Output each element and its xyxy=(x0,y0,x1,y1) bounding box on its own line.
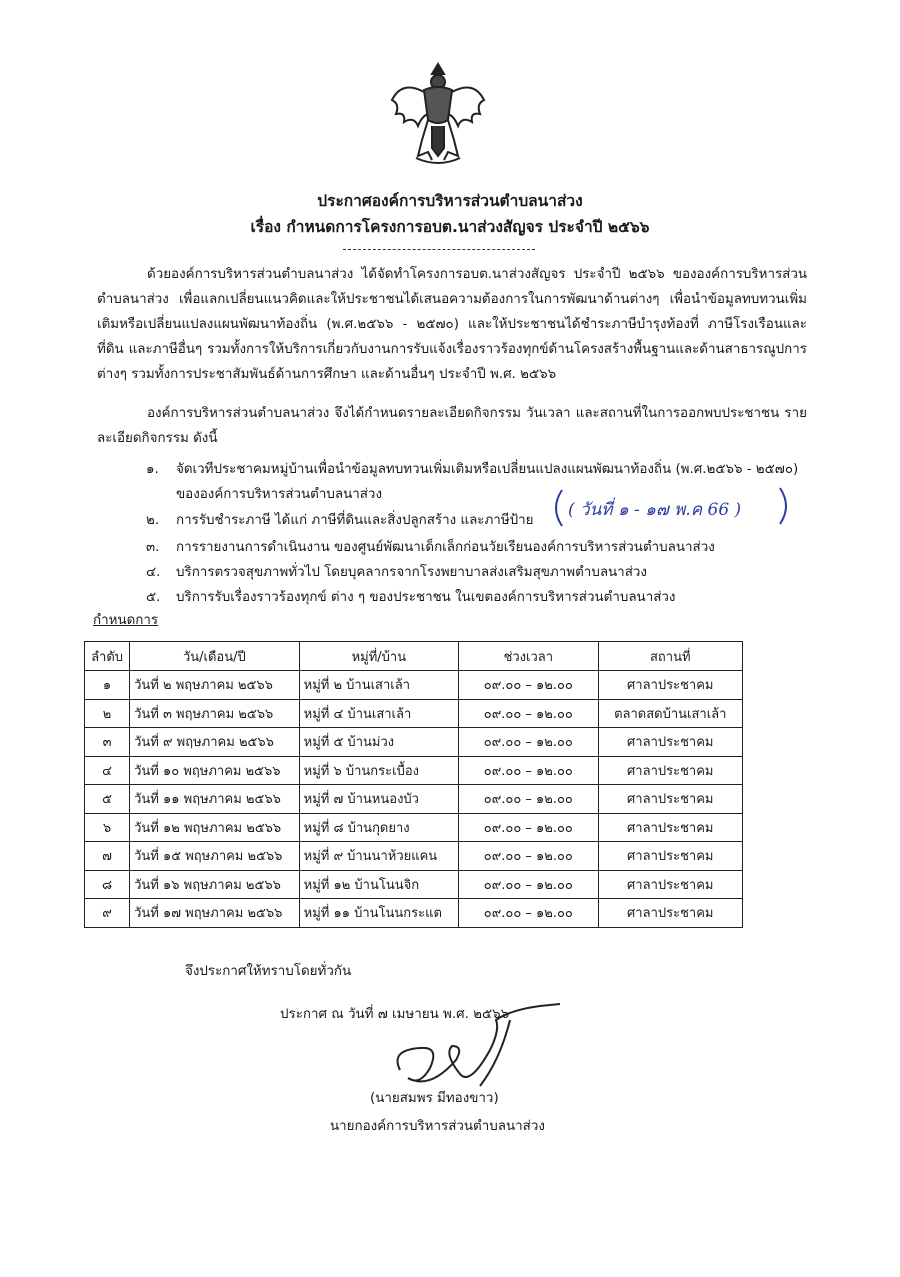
header-village: หมู่ที่/บ้าน xyxy=(299,642,458,671)
cell-time: ๐๙.๐๐ – ๑๒.๐๐ xyxy=(459,813,598,842)
handwritten-date-note: ( วันที่ ๑ - ๑๗ พ.ค 66 ) xyxy=(568,500,742,520)
intro-paragraph: ด้วยองค์การบริหารส่วนตำบลนาส่วง ได้จัดทำโครงการอบต.นาส่วงสัญจร ประจำปี ๒๕๖๖ ขององค์การบริหารส่วนตำบลนาส่วง เพื่อแลกเปลี่ยนแนวคิดและให้ประชาชนได้เสนอความต้องการในการพัฒนาด้านต่างๆ เพื่อนำข้อมูลทบทวนเพิ่มเติมหรือเปลี่ยนแปลงแผนพัฒนาท้องถิ่น (พ.ศ.๒๕๖๖ - ๒๕๗๐) และให้ประชาชนได้ชำระภาษีบำรุงท้องที่ ภาษีโรงเรือนและที่ดิน และภาษีอื่นๆ รวมทั้งการให้บริการเกี่ยวกับงานการรับแจ้งเรื่องราวร้องทุกข์ด้านโครงสร้างพื้นฐานและด้านสาธารณูปการต่างๆ รวมทั้งการประชาสัมพันธ์ด้านการศึกษา และด้านอื่นๆ ประจำปี พ.ศ. ๒๕๖๖ xyxy=(97,267,807,382)
activity-text: บริการตรวจสุขภาพทั่วไป โดยบุคลากรจากโรงพยาบาลส่งเสริมสุขภาพตำบลนาส่วง xyxy=(176,565,647,580)
cell-order: ๔ xyxy=(85,756,130,785)
cell-place: ศาลาประชาคม xyxy=(598,728,742,757)
title-divider xyxy=(343,249,535,250)
cell-village: หมู่ที่ ๗ บ้านหนองบัว xyxy=(299,785,458,814)
signer-position: นายกองค์การบริหารส่วนตำบลนาส่วง xyxy=(330,1119,545,1134)
cell-order: ๑ xyxy=(85,671,130,700)
cell-place: ศาลาประชาคม xyxy=(598,813,742,842)
table-row xyxy=(85,870,743,899)
cell-date: วันที่ ๓ พฤษภาคม ๒๕๖๖ xyxy=(130,699,300,728)
document-title: ประกาศองค์การบริหารส่วนตำบลนาส่วง xyxy=(317,192,583,210)
cell-order: ๒ xyxy=(85,699,130,728)
cell-date: วันที่ ๑๗ พฤษภาคม ๒๕๖๖ xyxy=(130,899,300,928)
cell-time: ๐๙.๐๐ – ๑๒.๐๐ xyxy=(459,870,598,899)
cell-village: หมู่ที่ ๑๑ บ้านโนนกระแต xyxy=(299,899,458,928)
table-row xyxy=(85,671,743,700)
cell-place: ศาลาประชาคม xyxy=(598,785,742,814)
cell-place: ศาลาประชาคม xyxy=(598,671,742,700)
cell-order: ๗ xyxy=(85,842,130,871)
cell-time: ๐๙.๐๐ – ๑๒.๐๐ xyxy=(459,728,598,757)
header-date: วัน/เดือน/ปี xyxy=(130,642,300,671)
cell-order: ๖ xyxy=(85,813,130,842)
document-subject: เรื่อง กำหนดการโครงการอบต.นาส่วงสัญจร ประจำปี ๒๕๖๖ xyxy=(250,218,650,236)
cell-village: หมู่ที่ ๘ บ้านกุดยาง xyxy=(299,813,458,842)
activities-paragraph: องค์การบริหารส่วนตำบลนาส่วง จึงได้กำหนดรายละเอียดกิจกรรม วันเวลา และสถานที่ในการออกพบประชาชน รายละเอียดกิจกรรม ดังนี้ xyxy=(97,406,807,446)
cell-place: ศาลาประชาคม xyxy=(598,870,742,899)
cell-order: ๘ xyxy=(85,870,130,899)
cell-date: วันที่ ๑๕ พฤษภาคม ๒๕๖๖ xyxy=(130,842,300,871)
closing-statement: จึงประกาศให้ทราบโดยทั่วกัน xyxy=(185,964,352,979)
activity-text: บริการรับเรื่องราวร้องทุกข์ ต่าง ๆ ของประชาชน ในเขตองค์การบริหารส่วนตำบลนาส่วง xyxy=(176,590,676,605)
cell-order: ๙ xyxy=(85,899,130,928)
activity-number: ๕. xyxy=(146,590,161,605)
table-row xyxy=(85,842,743,871)
cell-village: หมู่ที่ ๒ บ้านเสาเล้า xyxy=(299,671,458,700)
cell-place: ศาลาประชาคม xyxy=(598,842,742,871)
activity-number: ๔. xyxy=(146,565,161,580)
cell-date: วันที่ ๑๖ พฤษภาคม ๒๕๖๖ xyxy=(130,870,300,899)
cell-time: ๐๙.๐๐ – ๑๒.๐๐ xyxy=(459,842,598,871)
cell-village: หมู่ที่ ๖ บ้านกระเบื้อง xyxy=(299,756,458,785)
cell-time: ๐๙.๐๐ – ๑๒.๐๐ xyxy=(459,785,598,814)
cell-time: ๐๙.๐๐ – ๑๒.๐๐ xyxy=(459,699,598,728)
activity-text: จัดเวทีประชาคมหมู่บ้านเพื่อนำข้อมูลทบทวนเพิ่มเติมหรือเปลี่ยนแปลงแผนพัฒนาท้องถิ่น (พ.ศ.๒๕๖๖ - ๒๕๗๐) ขององค์การบริหารส่วนตำบลนาส่วง xyxy=(176,462,799,502)
cell-time: ๐๙.๐๐ – ๑๒.๐๐ xyxy=(459,671,598,700)
cell-order: ๕ xyxy=(85,785,130,814)
cell-date: วันที่ ๑๑ พฤษภาคม ๒๕๖๖ xyxy=(130,785,300,814)
header-time: ช่วงเวลา xyxy=(459,642,598,671)
cell-place: ศาลาประชาคม xyxy=(598,756,742,785)
table-row xyxy=(85,728,743,757)
activity-number: ๒. xyxy=(146,513,160,528)
table-header-row xyxy=(85,642,743,671)
cell-village: หมู่ที่ ๕ บ้านม่วง xyxy=(299,728,458,757)
cell-place: ตลาดสดบ้านเสาเล้า xyxy=(598,699,742,728)
schedule-table xyxy=(84,641,743,928)
announcement-date: ประกาศ ณ วันที่ ๗ เมษายน พ.ศ. ๒๕๖๖ xyxy=(280,1007,510,1022)
activity-number: ๑. xyxy=(146,462,159,477)
table-row xyxy=(85,785,743,814)
signer-name: (นายสมพร มีทองขาว) xyxy=(370,1091,499,1106)
activity-text: การรายงานการดำเนินงาน ของศูนย์พัฒนาเด็กเล็กก่อนวัยเรียนองค์การบริหารส่วนตำบลนาส่วง xyxy=(176,540,715,555)
cell-village: หมู่ที่ ๙ บ้านนาห้วยแคน xyxy=(299,842,458,871)
cell-date: วันที่ ๑๐ พฤษภาคม ๒๕๖๖ xyxy=(130,756,300,785)
table-row xyxy=(85,813,743,842)
cell-place: ศาลาประชาคม xyxy=(598,899,742,928)
cell-time: ๐๙.๐๐ – ๑๒.๐๐ xyxy=(459,899,598,928)
header-place: สถานที่ xyxy=(598,642,742,671)
activity-text: การรับชำระภาษี ได้แก่ ภาษีที่ดินและสิ่งปลูกสร้าง และภาษีป้าย xyxy=(176,513,534,528)
cell-village: หมู่ที่ ๑๒ บ้านโนนจิก xyxy=(299,870,458,899)
cell-date: วันที่ ๑๒ พฤษภาคม ๒๕๖๖ xyxy=(130,813,300,842)
schedule-label: กำหนดการ xyxy=(93,613,159,628)
signature xyxy=(360,990,590,1100)
cell-date: วันที่ ๙ พฤษภาคม ๒๕๖๖ xyxy=(130,728,300,757)
table-row xyxy=(85,756,743,785)
header-order: ลำดับ xyxy=(85,642,130,671)
table-row xyxy=(85,899,743,928)
cell-time: ๐๙.๐๐ – ๑๒.๐๐ xyxy=(459,756,598,785)
garuda-emblem xyxy=(388,60,488,170)
cell-order: ๓ xyxy=(85,728,130,757)
cell-village: หมู่ที่ ๔ บ้านเสาเล้า xyxy=(299,699,458,728)
table-row xyxy=(85,699,743,728)
activity-number: ๓. xyxy=(146,540,160,555)
cell-date: วันที่ ๒ พฤษภาคม ๒๕๖๖ xyxy=(130,671,300,700)
